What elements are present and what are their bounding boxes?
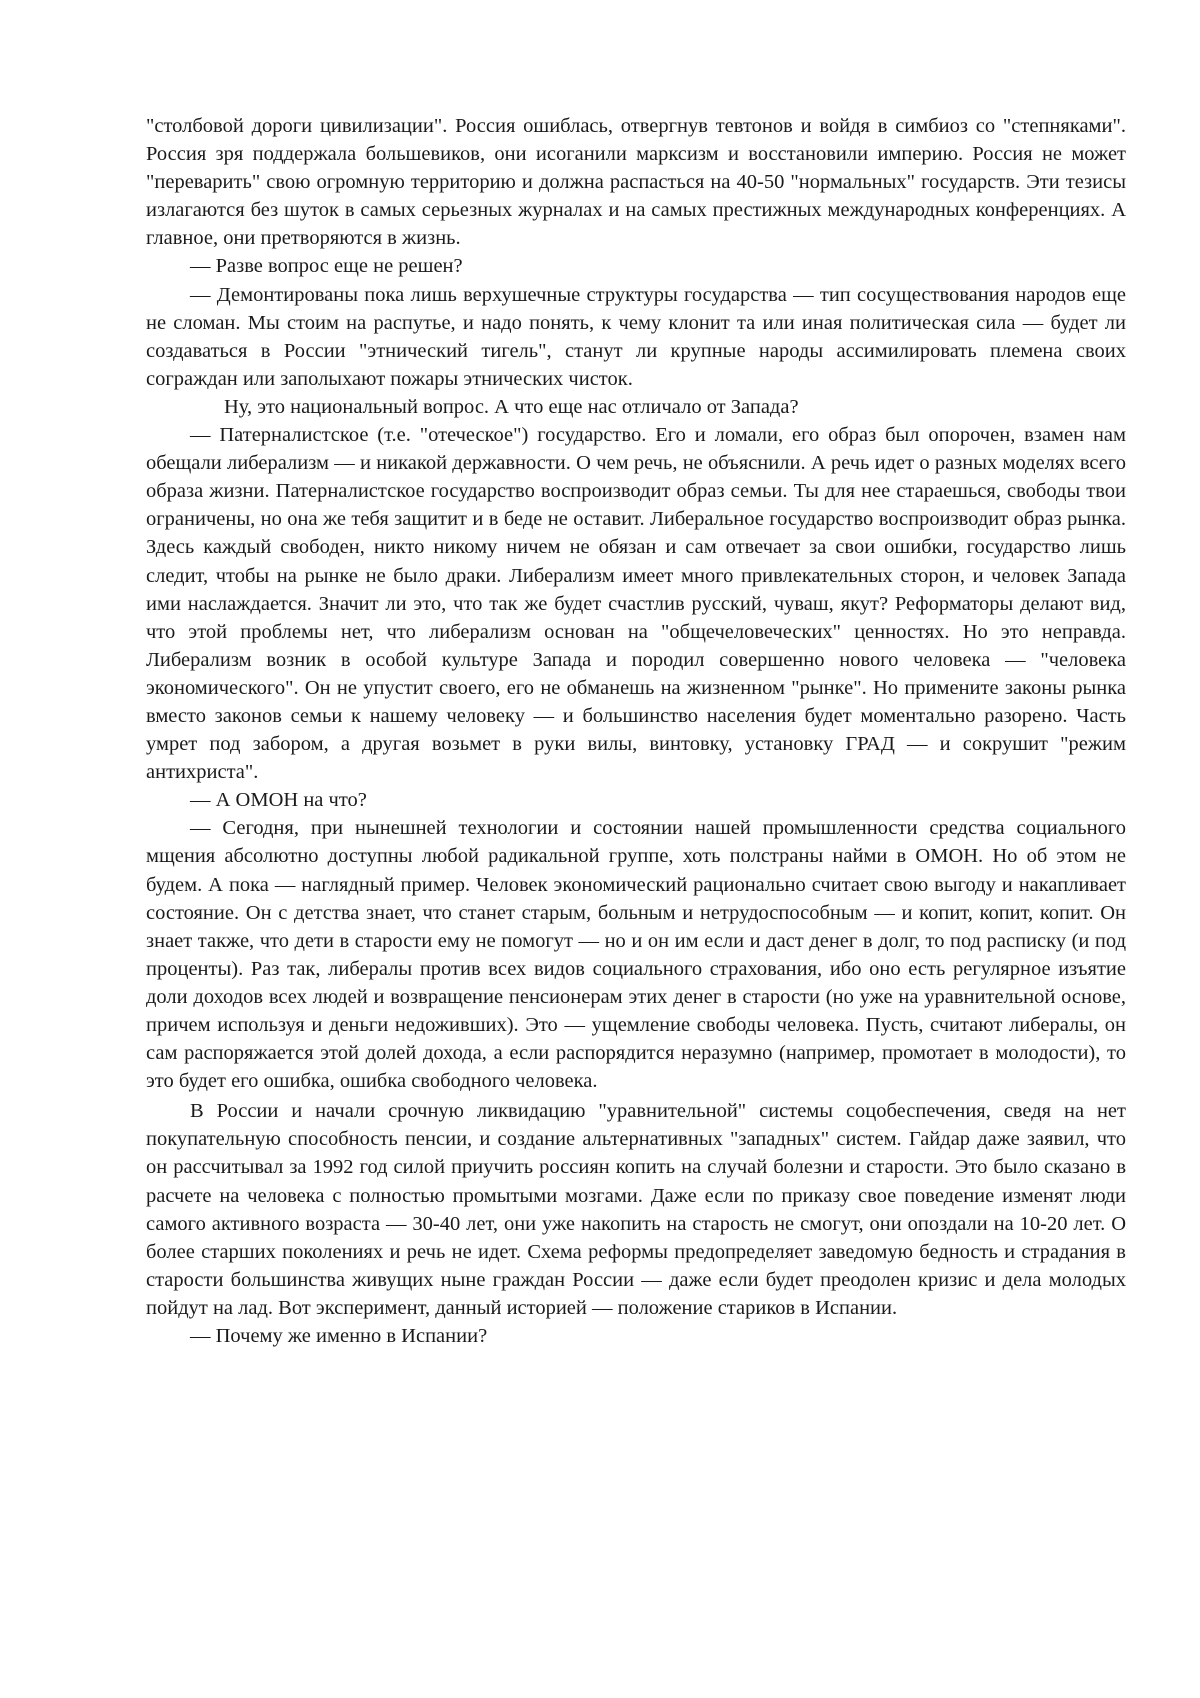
paragraph-5-answer: — Патерналистское (т.е. "отеческое") государство. Его и ломали, его образ был опорочен, взамен нам обещали либерализм — и никакой державности. О чем речь, не объяснили. А речь идет о разных моделях всего образа жизни. Патерналистское государство воспроизводит образ семьи. Ты для нее стараешься, свободы твои ограничены, но она же тебя защитит и в беде не оставит. Либеральное государство воспроизводит образ рынка. Здесь каждый свободен, никто никому ничем не обязан и сам отвечает за свои ошибки, государство лишь следит, чтобы на рынке не было драки. Либерализм имеет много привлекательных сторон, и человек Запада ими наслаждается. Значит ли это, что так же будет счастлив русский, чуваш, якут? Реформаторы делают вид, что этой проблемы нет, что либерализм основан на "общечеловеческих" ценностях. Но это неправда. Либерализм возник в особой культуре Запада и породил совершенно нового человека — "человека экономического". Он не упустит своего, его не обманешь на жизненном "рынке". Но примените законы рынка вместо законов семьи к нашему человеку — и большинство населения будет моментально разорено. Часть умрет под забором, а другая возьмет в руки вилы, винтовку, установку ГРАД — и сокрушит "режим антихриста".	[146, 424, 1126, 784]
paragraph-9-question: — Почему же именно в Испании?	[190, 1325, 488, 1348]
paragraph-8: В России и начали срочную ликвидацию "уравнительной" системы соцобеспечения, сведя на нет покупательную способность пенсии, и создание альтернативных "западных" систем. Гайдар даже заявил, что он рассчитывал за 1992 год силой приучить россиян копить на случай болезни и старости. Это было сказано в расчете на человека с полностью промытыми мозгами. Даже если по приказу свое поведение изменят люди самого активного возраста — 30-40 лет, они уже накопить на старость не смогут, они опоздали на 10-20 лет. О более старших поколениях и речь не идет. Схема реформы предопределяет заведомую бедность и страдания в старости большинства живущих ныне граждан России — даже если будет преодолен кризис и дела молодых пойдут на лад. Вот эксперимент, данный историей — положение стариков в Испании.	[146, 1100, 1126, 1319]
document-page	[146, 112, 1126, 1350]
paragraph-6-question: — А ОМОН на что?	[190, 789, 367, 812]
paragraph-2-question: — Разве вопрос еще не решен?	[190, 255, 463, 278]
paragraph-7-answer: — Сегодня, при нынешней технологии и состоянии нашей промышленности средства социального мщения абсолютно доступны любой радикальной группе, хоть полстраны найми в ОМОН. Но об этом не будем. А пока — наглядный пример. Человек экономический рационально считает свою выгоду и накапливает состояние. Он с детства знает, что станет старым, больным и нетрудоспособным — и копит, копит, копит. Он знает также, что дети в старости ему не помогут — но и он им если и даст денег в долг, то под расписку (и под проценты). Раз так, либералы против всех видов социального страхования, ибо оно есть регулярное изъятие доли доходов всех людей и возвращение пенсионерам этих денег в старости (но уже на уравнительной основе, причем используя и деньги недоживших). Это — ущемление свободы человека. Пусть, считают либералы, он сам распоряжается этой долей дохода, а если распорядится неразумно (например, промотает в молодости), то это будет его ошибка, ошибка свободного человека.	[146, 817, 1126, 1093]
paragraph-4-question: Ну, это национальный вопрос. А что еще нас отличало от Запада?	[224, 395, 799, 418]
paragraph-1: "столбовой дороги цивилизации". Россия ошиблась, отвергнув тевтонов и войдя в симбиоз со "степняками". Россия зря поддержала большевиков, они исоганили марксизм и восстановили империю. Россия не может "переварить" свою огромную территорию и должна распасться на 40-50 "нормальных" государств. Эти тезисы излагаются без шуток в самых серьезных журналах и на самых престижных международных конференциях. А главное, они претворяются в жизнь.	[146, 115, 1126, 250]
paragraph-3-answer: — Демонтированы пока лишь верхушечные структуры государства — тип сосуществования народов еще не сломан. Мы стоим на распутье, и надо понять, к чему клонит та или иная политическая сила — будет ли создаваться в России "этнический тигель", станут ли крупные народы ассимилировать племена своих сограждан или заполыхают пожары этнических чисток.	[146, 283, 1126, 390]
